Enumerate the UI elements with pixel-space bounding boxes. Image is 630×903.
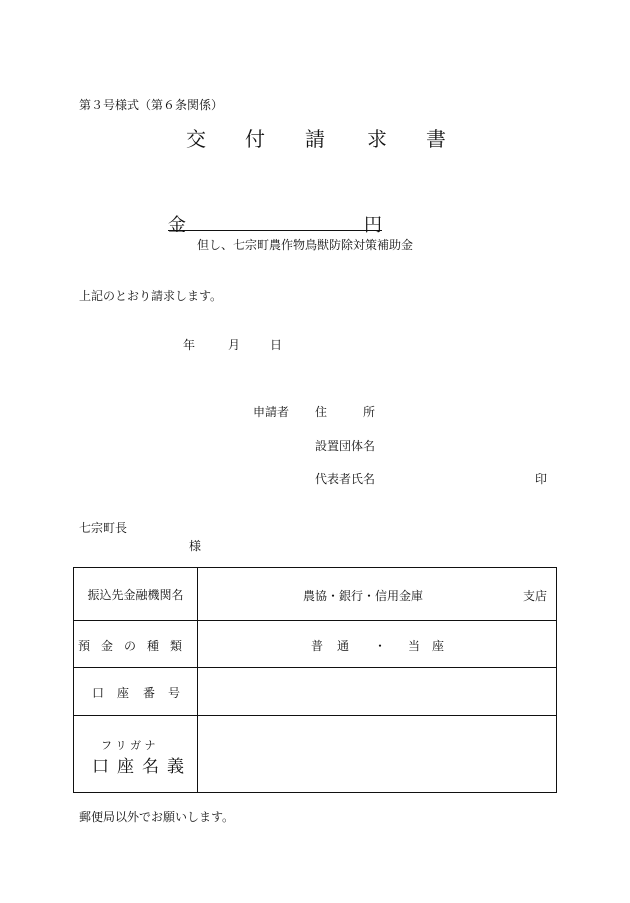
title-char: 求 [367,127,387,151]
table-row [74,716,557,793]
address-char: 住 [315,405,328,419]
applicant-label: 申請者 [253,405,290,419]
bank-name-cell [198,568,557,621]
form-number: 第３号様式（第６条関係） [79,98,224,112]
branch-label: 支店 [523,589,548,603]
date-year: 年 [183,338,196,352]
bank-type-options: 農協・銀行・信用金庫 [303,589,424,603]
recipient-title: 七宗町長 [79,521,128,535]
representative-label: 代表者氏名 [315,472,376,486]
account-holder-label [74,716,198,793]
label-char: 種 [147,639,160,653]
label-char: 座 [117,686,130,700]
label-char: 義 [167,757,184,777]
label-char: 号 [168,686,181,700]
deposit-type-cell [198,621,557,668]
account-number-label [74,668,198,716]
option-char: 普 [311,639,324,653]
label-char: 口 [92,757,109,777]
amount-prefix: 金 [168,215,186,236]
title-char: 請 [305,127,325,151]
date-month: 月 [228,338,241,352]
option-char: ・ [374,639,387,653]
bank-info-table [73,567,557,793]
deposit-type-label [74,621,198,668]
furigana-label: フ リ ガ ナ [101,739,156,752]
request-statement: 上記のとおり請求します。 [79,289,223,303]
table-row [74,668,557,716]
seal-mark: 印 [535,472,548,486]
label-char: 金 [101,639,114,653]
option-char: 当 [408,639,421,653]
amount-underline [168,230,382,231]
label-char: 類 [170,639,183,653]
label-char: 番 [143,686,156,700]
footer-note: 郵便局以外でお願いします。 [79,810,235,824]
account-number-cell [198,668,557,716]
account-holder-cell [198,716,557,793]
label-char: 座 [117,757,134,777]
table-row [74,568,557,621]
bank-name-label: 振込先金融機関名 [74,568,198,621]
address-char: 所 [363,405,376,419]
organization-label: 設置団体名 [315,439,376,453]
label-char: 口 [92,686,105,700]
title-char: 書 [426,127,446,151]
title-char: 交 [186,127,206,151]
recipient-honorific: 様 [189,539,202,553]
option-char: 通 [337,639,350,653]
amount-note: 但し、七宗町農作物鳥獣防除対策補助金 [197,238,414,252]
amount-suffix: 円 [364,215,382,236]
title-char: 付 [245,127,265,151]
label-char: 預 [78,639,91,653]
option-char: 座 [432,639,445,653]
date-day: 日 [270,338,283,352]
label-char: の [124,639,137,653]
label-char: 名 [142,757,159,777]
table-row [74,621,557,668]
